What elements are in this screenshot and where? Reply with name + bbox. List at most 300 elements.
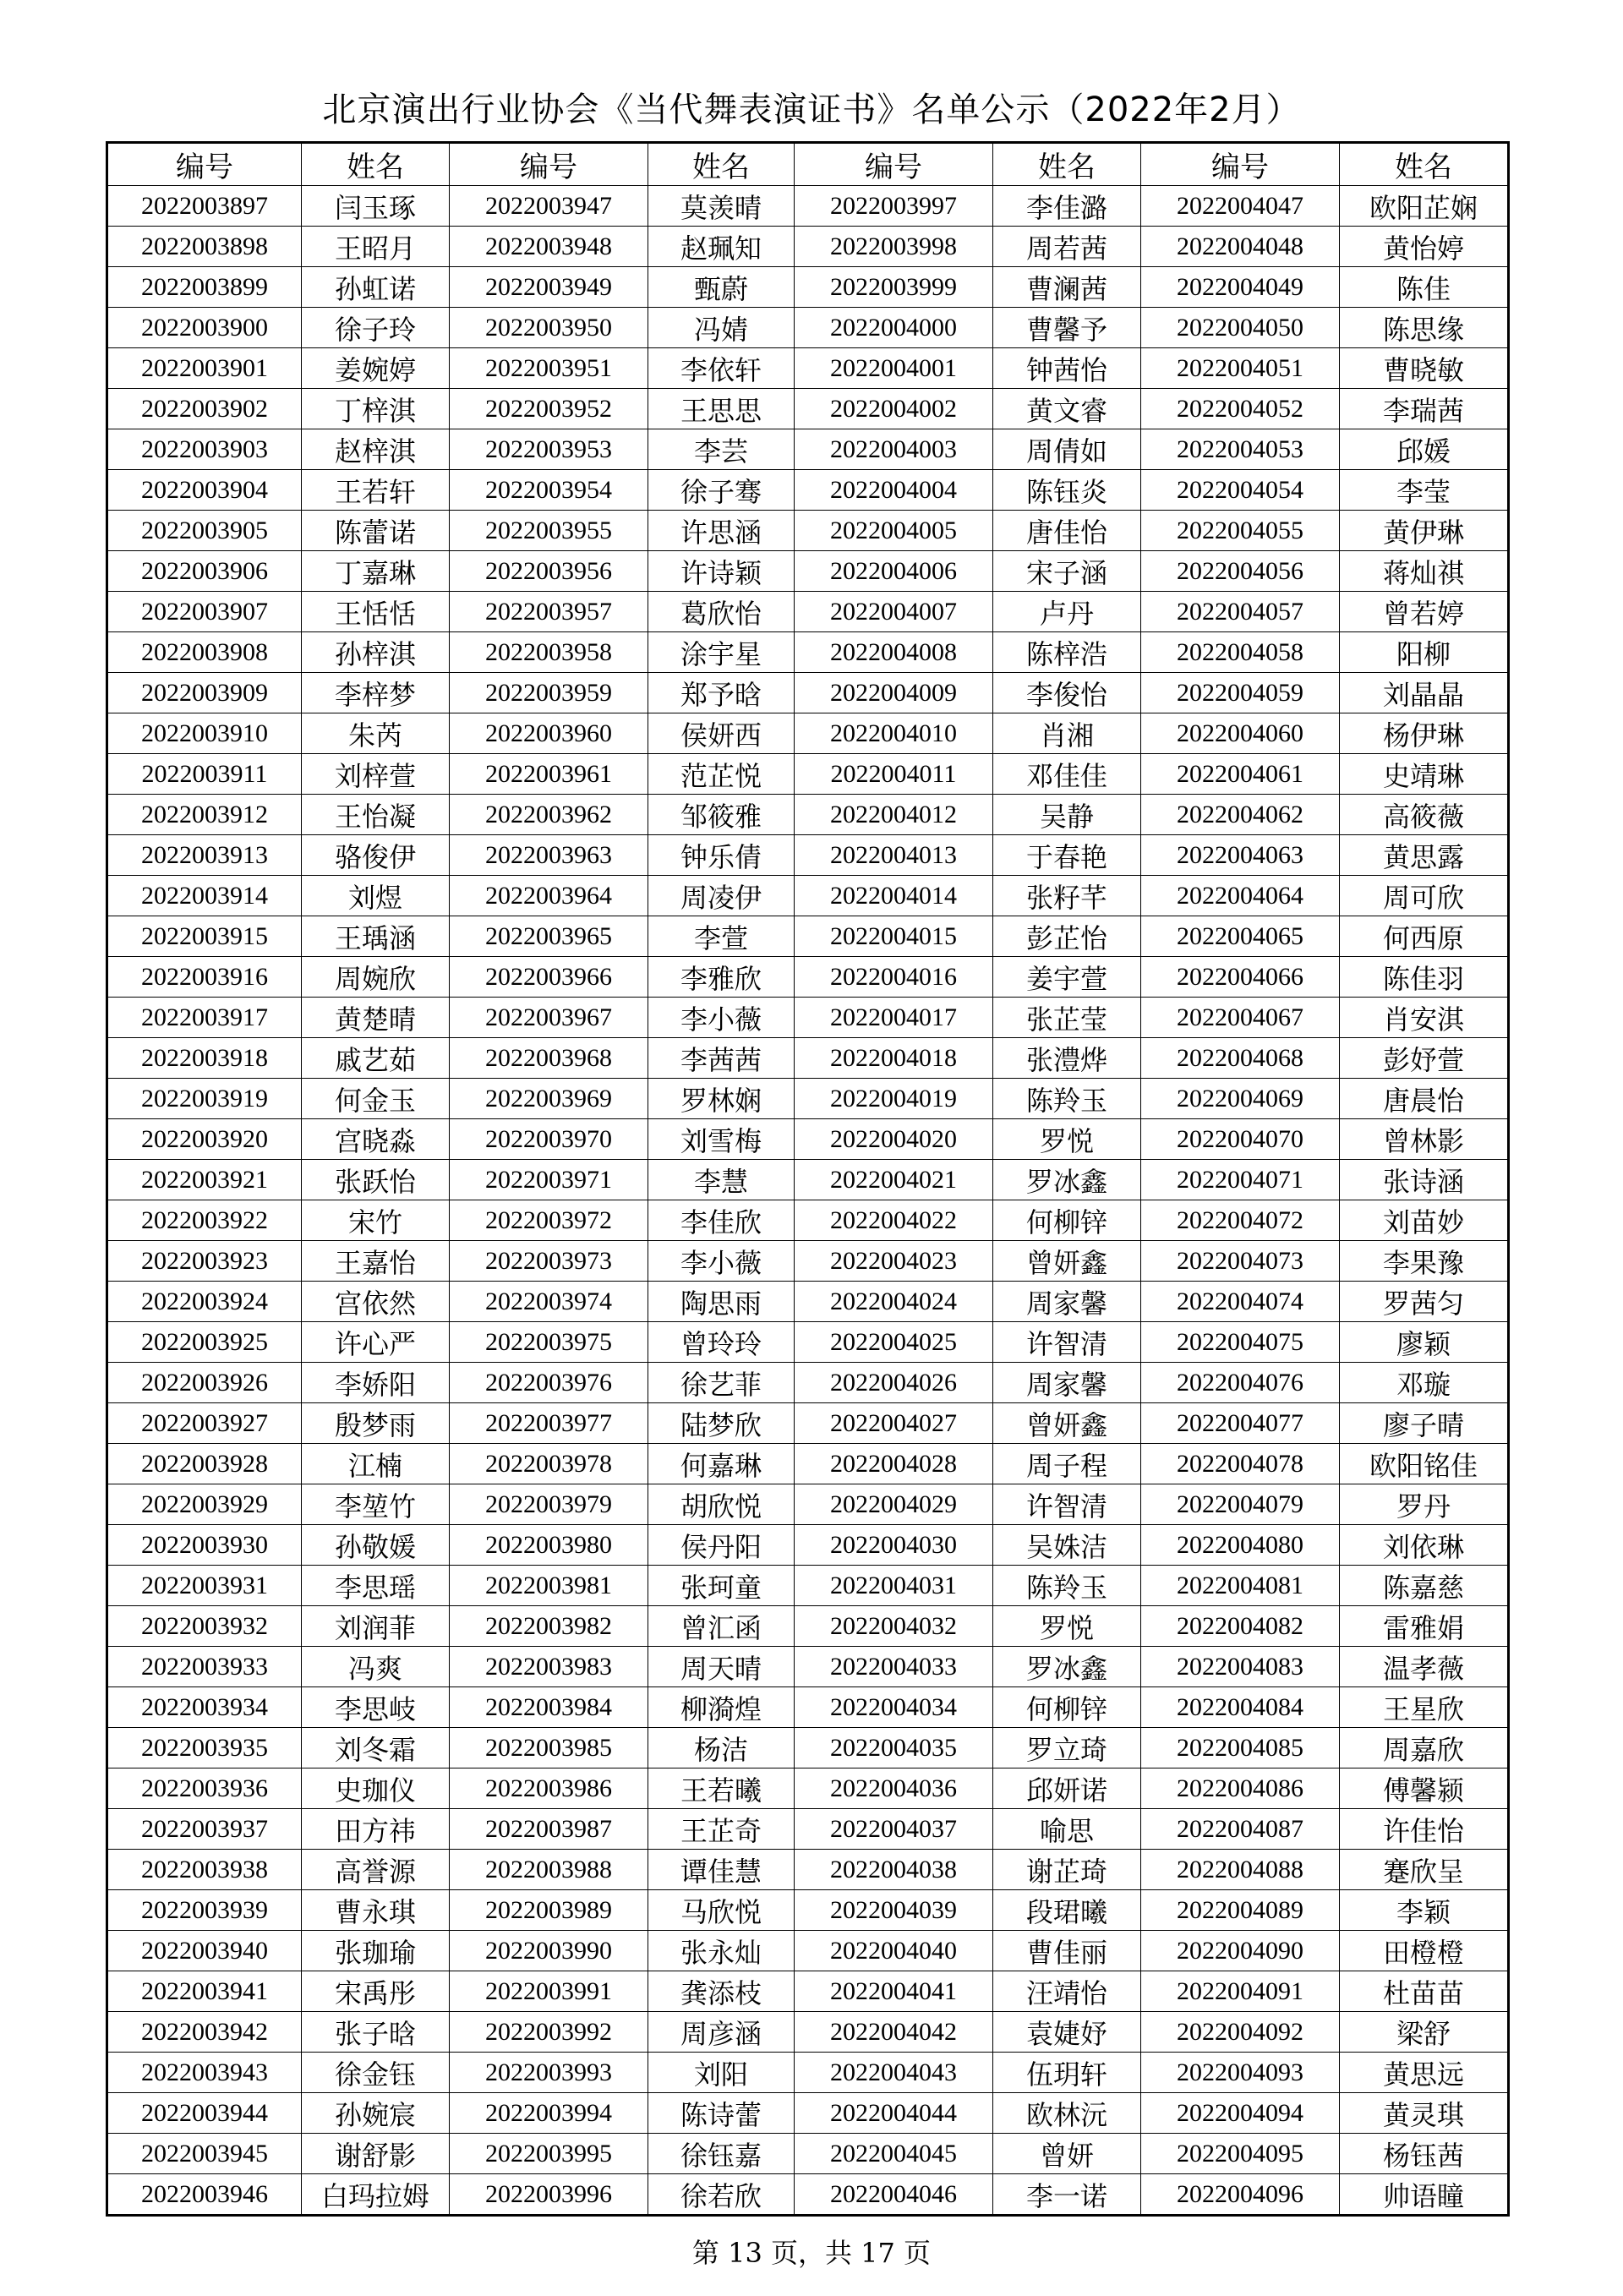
cert-number-cell: 2022003966 (450, 957, 648, 998)
person-name-cell: 何柳锌 (993, 1687, 1141, 1728)
cert-number-cell: 2022003945 (107, 2134, 302, 2174)
cert-number-cell: 2022004072 (1141, 1200, 1340, 1241)
cert-number-cell: 2022003900 (107, 308, 302, 348)
person-name-cell: 肖安淇 (1340, 998, 1509, 1038)
person-name-cell: 吴静 (993, 795, 1141, 835)
cert-number-cell: 2022003978 (450, 1444, 648, 1484)
cert-number-cell: 2022003960 (450, 713, 648, 754)
cert-number-cell: 2022003939 (107, 1890, 302, 1931)
person-name-cell: 丁嘉琳 (302, 551, 450, 592)
person-name-cell: 钟乐倩 (648, 835, 795, 876)
table-row (107, 916, 1509, 957)
cert-number-cell: 2022004086 (1141, 1768, 1340, 1809)
person-name-cell: 段珺曦 (993, 1890, 1141, 1931)
cert-number-cell: 2022004060 (1141, 713, 1340, 754)
table-row (107, 511, 1509, 551)
cert-number-cell: 2022004029 (795, 1484, 993, 1525)
cert-number-cell: 2022003944 (107, 2093, 302, 2134)
table-row (107, 1444, 1509, 1484)
cert-number-cell: 2022004043 (795, 2053, 993, 2093)
cert-number-cell: 2022004052 (1141, 389, 1340, 429)
person-name-cell: 周婉欣 (302, 957, 450, 998)
header-name: 姓名 (648, 143, 795, 186)
cert-number-cell: 2022003931 (107, 1566, 302, 1606)
cert-number-cell: 2022003903 (107, 429, 302, 470)
cert-number-cell: 2022003946 (107, 2174, 302, 2216)
person-name-cell: 李果豫 (1340, 1241, 1509, 1282)
header-name: 姓名 (993, 143, 1141, 186)
person-name-cell: 戚艺茹 (302, 1038, 450, 1079)
cert-number-cell: 2022004000 (795, 308, 993, 348)
person-name-cell: 刘阳 (648, 2053, 795, 2093)
person-name-cell: 曾若婷 (1340, 592, 1509, 632)
person-name-cell: 许智清 (993, 1484, 1141, 1525)
cert-number-cell: 2022004075 (1141, 1322, 1340, 1363)
cert-number-cell: 2022004023 (795, 1241, 993, 1282)
person-name-cell: 陈钰炎 (993, 470, 1141, 511)
cert-number-cell: 2022004012 (795, 795, 993, 835)
cert-number-cell: 2022004010 (795, 713, 993, 754)
person-name-cell: 李娇阳 (302, 1363, 450, 1403)
cert-number-cell: 2022004016 (795, 957, 993, 998)
cert-number-cell: 2022004047 (1141, 186, 1340, 227)
table-row (107, 1931, 1509, 1971)
cert-number-cell: 2022004017 (795, 998, 993, 1038)
cert-number-cell: 2022003937 (107, 1809, 302, 1850)
person-name-cell: 刘煜 (302, 876, 450, 916)
table-row (107, 1850, 1509, 1890)
cert-number-cell: 2022003941 (107, 1971, 302, 2012)
cert-number-cell: 2022003980 (450, 1525, 648, 1566)
cert-number-cell: 2022004015 (795, 916, 993, 957)
person-name-cell: 黄文睿 (993, 389, 1141, 429)
cert-number-cell: 2022004066 (1141, 957, 1340, 998)
cert-number-cell: 2022004045 (795, 2134, 993, 2174)
cert-number-cell: 2022004037 (795, 1809, 993, 1850)
person-name-cell: 徐艺菲 (648, 1363, 795, 1403)
table-row (107, 1119, 1509, 1160)
person-name-cell: 廖子晴 (1340, 1403, 1509, 1444)
person-name-cell: 孙敬媛 (302, 1525, 450, 1566)
table-row (107, 1322, 1509, 1363)
person-name-cell: 罗冰鑫 (993, 1160, 1141, 1200)
person-name-cell: 高筱薇 (1340, 795, 1509, 835)
person-name-cell: 谢舒影 (302, 2134, 450, 2174)
person-name-cell: 张永灿 (648, 1931, 795, 1971)
person-name-cell: 陈羚玉 (993, 1079, 1141, 1119)
person-name-cell: 罗悦 (993, 1119, 1141, 1160)
person-name-cell: 周家馨 (993, 1282, 1141, 1322)
cert-number-cell: 2022003935 (107, 1728, 302, 1768)
cert-number-cell: 2022003956 (450, 551, 648, 592)
table-row (107, 1079, 1509, 1119)
cert-number-cell: 2022003984 (450, 1687, 648, 1728)
person-name-cell: 刘润菲 (302, 1606, 450, 1647)
cert-number-cell: 2022004074 (1141, 1282, 1340, 1322)
person-name-cell: 骆俊伊 (302, 835, 450, 876)
cert-number-cell: 2022004051 (1141, 348, 1340, 389)
cert-number-cell: 2022004050 (1141, 308, 1340, 348)
person-name-cell: 黄思远 (1340, 2053, 1509, 2093)
person-name-cell: 曹永琪 (302, 1890, 450, 1931)
cert-number-cell: 2022004003 (795, 429, 993, 470)
person-name-cell: 何柳锌 (993, 1200, 1141, 1241)
person-name-cell: 田方祎 (302, 1809, 450, 1850)
person-name-cell: 涂宇星 (648, 632, 795, 673)
cert-number-cell: 2022004034 (795, 1687, 993, 1728)
cert-number-cell: 2022003993 (450, 2053, 648, 2093)
cert-number-cell: 2022004046 (795, 2174, 993, 2216)
person-name-cell: 吴姝洁 (993, 1525, 1141, 1566)
person-name-cell: 肖湘 (993, 713, 1141, 754)
cert-number-cell: 2022004082 (1141, 1606, 1340, 1647)
cert-number-cell: 2022004069 (1141, 1079, 1340, 1119)
person-name-cell: 阳柳 (1340, 632, 1509, 673)
table-row (107, 1200, 1509, 1241)
cert-number-cell: 2022003905 (107, 511, 302, 551)
person-name-cell: 欧林沅 (993, 2093, 1141, 2134)
person-name-cell: 李佳潞 (993, 186, 1141, 227)
table-row (107, 673, 1509, 713)
person-name-cell: 曹晓敏 (1340, 348, 1509, 389)
header-name: 姓名 (302, 143, 450, 186)
table-row (107, 551, 1509, 592)
person-name-cell: 徐金钰 (302, 2053, 450, 2093)
person-name-cell: 殷梦雨 (302, 1403, 450, 1444)
cert-number-cell: 2022003899 (107, 267, 302, 308)
table-row (107, 308, 1509, 348)
person-name-cell: 陈思缘 (1340, 308, 1509, 348)
person-name-cell: 陈诗蕾 (648, 2093, 795, 2134)
person-name-cell: 王瑀涵 (302, 916, 450, 957)
person-name-cell: 孙梓淇 (302, 632, 450, 673)
cert-number-cell: 2022004093 (1141, 2053, 1340, 2093)
person-name-cell: 帅语瞳 (1340, 2174, 1509, 2216)
person-name-cell: 唐晨怡 (1340, 1079, 1509, 1119)
person-name-cell: 罗立琦 (993, 1728, 1141, 1768)
person-name-cell: 许诗颖 (648, 551, 795, 592)
cert-number-cell: 2022003904 (107, 470, 302, 511)
cert-number-cell: 2022004027 (795, 1403, 993, 1444)
person-name-cell: 张籽芊 (993, 876, 1141, 916)
table-row (107, 348, 1509, 389)
cert-number-cell: 2022003983 (450, 1647, 648, 1687)
page-title: 北京演出行业协会《当代舞表演证书》名单公示（2022年2月） (322, 90, 1301, 129)
cert-number-cell: 2022003925 (107, 1322, 302, 1363)
cert-number-cell: 2022003985 (450, 1728, 648, 1768)
table-row (107, 227, 1509, 267)
cert-number-cell: 2022003972 (450, 1200, 648, 1241)
cert-number-cell: 2022003926 (107, 1363, 302, 1403)
cert-number-cell: 2022003911 (107, 754, 302, 795)
person-name-cell: 陈羚玉 (993, 1566, 1141, 1606)
person-name-cell: 曾玲玲 (648, 1322, 795, 1363)
person-name-cell: 马欣悦 (648, 1890, 795, 1931)
person-name-cell: 傅馨颍 (1340, 1768, 1509, 1809)
person-name-cell: 李依轩 (648, 348, 795, 389)
person-name-cell: 徐子玲 (302, 308, 450, 348)
person-name-cell: 田橙橙 (1340, 1931, 1509, 1971)
cert-number-cell: 2022003920 (107, 1119, 302, 1160)
person-name-cell: 宫晓淼 (302, 1119, 450, 1160)
cert-number-cell: 2022003907 (107, 592, 302, 632)
person-name-cell: 周凌伊 (648, 876, 795, 916)
person-name-cell: 周彦涵 (648, 2012, 795, 2053)
cert-number-cell: 2022004084 (1141, 1687, 1340, 1728)
table-row (107, 592, 1509, 632)
cert-number-cell: 2022003930 (107, 1525, 302, 1566)
cert-number-cell: 2022003994 (450, 2093, 648, 2134)
cert-number-cell: 2022003914 (107, 876, 302, 916)
cert-number-cell: 2022003942 (107, 2012, 302, 2053)
person-name-cell: 蹇欣呈 (1340, 1850, 1509, 1890)
cert-number-cell: 2022003997 (795, 186, 993, 227)
person-name-cell: 高誉源 (302, 1850, 450, 1890)
person-name-cell: 罗悦 (993, 1606, 1141, 1647)
person-name-cell: 莫羡晴 (648, 186, 795, 227)
table-row (107, 267, 1509, 308)
cert-number-cell: 2022003981 (450, 1566, 648, 1606)
header-code: 编号 (1141, 143, 1340, 186)
person-name-cell: 王恬恬 (302, 592, 450, 632)
person-name-cell: 刘梓萱 (302, 754, 450, 795)
cert-number-cell: 2022003970 (450, 1119, 648, 1160)
person-name-cell: 李佳欣 (648, 1200, 795, 1241)
table-row (107, 1890, 1509, 1931)
person-name-cell: 江楠 (302, 1444, 450, 1484)
person-name-cell: 陆梦欣 (648, 1403, 795, 1444)
person-name-cell: 闫玉琢 (302, 186, 450, 227)
cert-number-cell: 2022003952 (450, 389, 648, 429)
person-name-cell: 何西原 (1340, 916, 1509, 957)
cert-number-cell: 2022003976 (450, 1363, 648, 1403)
table-row (107, 2012, 1509, 2053)
person-name-cell: 邱妍诺 (993, 1768, 1141, 1809)
person-name-cell: 李芸 (648, 429, 795, 470)
cert-number-cell: 2022004040 (795, 1931, 993, 1971)
person-name-cell: 王芷奇 (648, 1809, 795, 1850)
cert-number-cell: 2022004030 (795, 1525, 993, 1566)
cert-number-cell: 2022004085 (1141, 1728, 1340, 1768)
cert-number-cell: 2022004031 (795, 1566, 993, 1606)
person-name-cell: 李思岐 (302, 1687, 450, 1728)
cert-number-cell: 2022003917 (107, 998, 302, 1038)
person-name-cell: 刘晶晶 (1340, 673, 1509, 713)
cert-number-cell: 2022003999 (795, 267, 993, 308)
person-name-cell: 李堃竹 (302, 1484, 450, 1525)
person-name-cell: 邓璇 (1340, 1363, 1509, 1403)
person-name-cell: 史珈仪 (302, 1768, 450, 1809)
person-name-cell: 柳漪煌 (648, 1687, 795, 1728)
table-row (107, 1606, 1509, 1647)
table-row (107, 2134, 1509, 2174)
table-row (107, 1687, 1509, 1728)
person-name-cell: 彭芷怡 (993, 916, 1141, 957)
person-name-cell: 王嘉怡 (302, 1241, 450, 1282)
cert-number-cell: 2022004059 (1141, 673, 1340, 713)
cert-number-cell: 2022004061 (1141, 754, 1340, 795)
person-name-cell: 李雅欣 (648, 957, 795, 998)
cert-number-cell: 2022003991 (450, 1971, 648, 2012)
person-name-cell: 曾汇函 (648, 1606, 795, 1647)
person-name-cell: 郑予晗 (648, 673, 795, 713)
cert-number-cell: 2022003982 (450, 1606, 648, 1647)
person-name-cell: 王怡凝 (302, 795, 450, 835)
person-name-cell: 李萱 (648, 916, 795, 957)
cert-number-cell: 2022003953 (450, 429, 648, 470)
cert-number-cell: 2022003906 (107, 551, 302, 592)
cert-number-cell: 2022003989 (450, 1890, 648, 1931)
table-row (107, 2053, 1509, 2093)
table-row (107, 1809, 1509, 1850)
person-name-cell: 徐子骞 (648, 470, 795, 511)
person-name-cell: 甄蔚 (648, 267, 795, 308)
cert-number-cell: 2022004038 (795, 1850, 993, 1890)
cert-number-cell: 2022003915 (107, 916, 302, 957)
person-name-cell: 李思瑶 (302, 1566, 450, 1606)
cert-number-cell: 2022004054 (1141, 470, 1340, 511)
header-code: 编号 (107, 143, 302, 186)
person-name-cell: 蒋灿祺 (1340, 551, 1509, 592)
cert-number-cell: 2022003950 (450, 308, 648, 348)
person-name-cell: 罗丹 (1340, 1484, 1509, 1525)
cert-number-cell: 2022004026 (795, 1363, 993, 1403)
cert-number-cell: 2022004021 (795, 1160, 993, 1200)
table-row (107, 754, 1509, 795)
cert-number-cell: 2022004041 (795, 1971, 993, 2012)
cert-number-cell: 2022004064 (1141, 876, 1340, 916)
person-name-cell: 王若轩 (302, 470, 450, 511)
person-name-cell: 卢丹 (993, 592, 1141, 632)
person-name-cell: 李瑞茜 (1340, 389, 1509, 429)
person-name-cell: 周子程 (993, 1444, 1141, 1484)
person-name-cell: 汪靖怡 (993, 1971, 1141, 2012)
cert-number-cell: 2022004092 (1141, 2012, 1340, 2053)
person-name-cell: 周倩如 (993, 429, 1141, 470)
person-name-cell: 侯妍西 (648, 713, 795, 754)
cert-number-cell: 2022003951 (450, 348, 648, 389)
cert-number-cell: 2022004058 (1141, 632, 1340, 673)
person-name-cell: 邱媛 (1340, 429, 1509, 470)
person-name-cell: 张芷莹 (993, 998, 1141, 1038)
person-name-cell: 宫依然 (302, 1282, 450, 1322)
table-row (107, 1282, 1509, 1322)
cert-number-cell: 2022004014 (795, 876, 993, 916)
cert-number-cell: 2022003954 (450, 470, 648, 511)
person-name-cell: 宋竹 (302, 1200, 450, 1241)
person-name-cell: 杨钰茜 (1340, 2134, 1509, 2174)
person-name-cell: 谭佳慧 (648, 1850, 795, 1890)
person-name-cell: 张诗涵 (1340, 1160, 1509, 1200)
cert-number-cell: 2022004042 (795, 2012, 993, 2053)
person-name-cell: 黄伊琳 (1340, 511, 1509, 551)
person-name-cell: 范芷悦 (648, 754, 795, 795)
person-name-cell: 许思涵 (648, 511, 795, 551)
person-name-cell: 许佳怡 (1340, 1809, 1509, 1850)
person-name-cell: 姜婉婷 (302, 348, 450, 389)
cert-number-cell: 2022004006 (795, 551, 993, 592)
cert-number-cell: 2022004019 (795, 1079, 993, 1119)
cert-number-cell: 2022003924 (107, 1282, 302, 1322)
cert-number-cell: 2022003971 (450, 1160, 648, 1200)
cert-number-cell: 2022004039 (795, 1890, 993, 1931)
table-row (107, 470, 1509, 511)
table-row (107, 1403, 1509, 1444)
cert-number-cell: 2022004067 (1141, 998, 1340, 1038)
cert-number-cell: 2022004096 (1141, 2174, 1340, 2216)
cert-number-cell: 2022003957 (450, 592, 648, 632)
person-name-cell: 周嘉欣 (1340, 1728, 1509, 1768)
person-name-cell: 徐钰嘉 (648, 2134, 795, 2174)
person-name-cell: 徐若欣 (648, 2174, 795, 2216)
cert-number-cell: 2022003913 (107, 835, 302, 876)
person-name-cell: 王星欣 (1340, 1687, 1509, 1728)
person-name-cell: 张珂童 (648, 1566, 795, 1606)
person-name-cell: 李俊怡 (993, 673, 1141, 713)
cert-number-cell: 2022003948 (450, 227, 648, 267)
cert-number-cell: 2022003940 (107, 1931, 302, 1971)
person-name-cell: 曹馨予 (993, 308, 1141, 348)
person-name-cell: 孙婉宸 (302, 2093, 450, 2134)
cert-number-cell: 2022004087 (1141, 1809, 1340, 1850)
cert-number-cell: 2022003959 (450, 673, 648, 713)
table-row (107, 1971, 1509, 2012)
cert-number-cell: 2022004063 (1141, 835, 1340, 876)
cert-number-cell: 2022003995 (450, 2134, 648, 2174)
person-name-cell: 张澧烨 (993, 1038, 1141, 1079)
table-row (107, 1363, 1509, 1403)
cert-number-cell: 2022003992 (450, 2012, 648, 2053)
cert-number-cell: 2022004080 (1141, 1525, 1340, 1566)
header-code: 编号 (450, 143, 648, 186)
cert-number-cell: 2022004091 (1141, 1971, 1340, 2012)
cert-number-cell: 2022003934 (107, 1687, 302, 1728)
person-name-cell: 温孝薇 (1340, 1647, 1509, 1687)
cert-number-cell: 2022004044 (795, 2093, 993, 2134)
cert-number-cell: 2022003918 (107, 1038, 302, 1079)
person-name-cell: 王思思 (648, 389, 795, 429)
person-name-cell: 赵珮知 (648, 227, 795, 267)
cert-number-cell: 2022004089 (1141, 1890, 1340, 1931)
cert-number-cell: 2022003961 (450, 754, 648, 795)
cert-number-cell: 2022003949 (450, 267, 648, 308)
cert-number-cell: 2022004094 (1141, 2093, 1340, 2134)
cert-number-cell: 2022003912 (107, 795, 302, 835)
person-name-cell: 黄思露 (1340, 835, 1509, 876)
cert-number-cell: 2022004077 (1141, 1403, 1340, 1444)
person-name-cell: 陈嘉慈 (1340, 1566, 1509, 1606)
cert-number-cell: 2022004024 (795, 1282, 993, 1322)
roster-table (106, 141, 1510, 2217)
cert-number-cell: 2022004070 (1141, 1119, 1340, 1160)
person-name-cell: 黄怡婷 (1340, 227, 1509, 267)
person-name-cell: 刘雪梅 (648, 1119, 795, 1160)
person-name-cell: 何嘉琳 (648, 1444, 795, 1484)
cert-number-cell: 2022003897 (107, 186, 302, 227)
person-name-cell: 喻思 (993, 1809, 1141, 1850)
person-name-cell: 李茜茜 (648, 1038, 795, 1079)
cert-number-cell: 2022003923 (107, 1241, 302, 1282)
cert-number-cell: 2022003988 (450, 1850, 648, 1890)
cert-number-cell: 2022004008 (795, 632, 993, 673)
person-name-cell: 曾妍 (993, 2134, 1141, 2174)
table-row (107, 1728, 1509, 1768)
cert-number-cell: 2022003910 (107, 713, 302, 754)
cert-number-cell: 2022003927 (107, 1403, 302, 1444)
person-name-cell: 许智清 (993, 1322, 1141, 1363)
person-name-cell: 白玛拉姆 (302, 2174, 450, 2216)
person-name-cell: 李颖 (1340, 1890, 1509, 1931)
